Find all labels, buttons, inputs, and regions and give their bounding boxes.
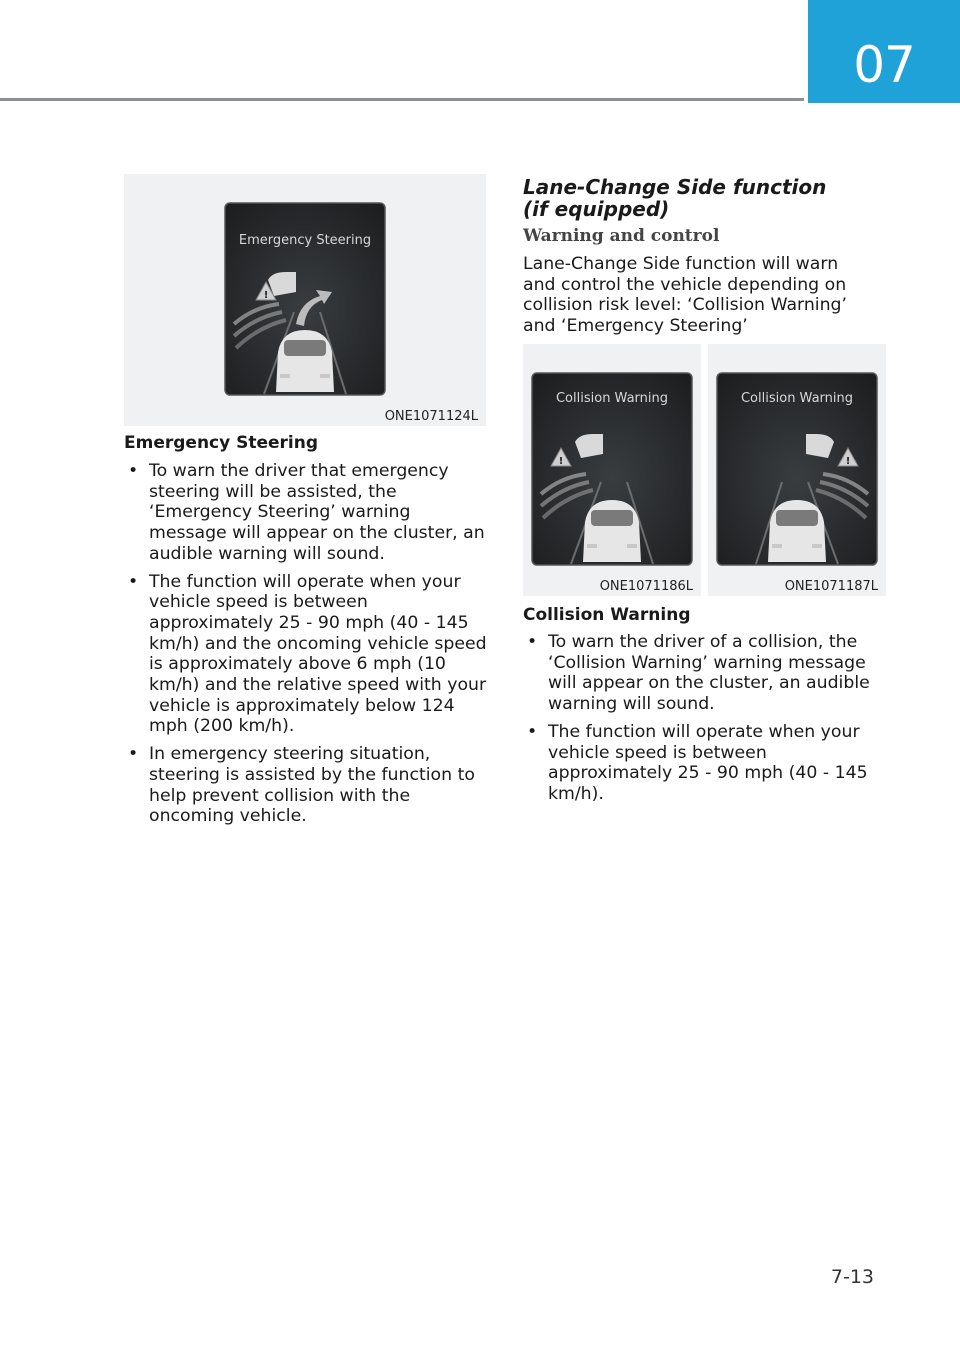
screen-title: Collision Warning (555, 391, 669, 406)
screen-title: Emergency Steering (238, 233, 372, 248)
chapter-number: 07 (853, 36, 915, 94)
vehicle-icon (276, 330, 334, 392)
list-item: • To warn the driver that emergency steering will be assisted, the ‘Emergency Steering’ warning message will appear on the cluster, an audible warning will sound. (128, 461, 485, 564)
emergency-steering-heading: Emergency Steering (124, 433, 319, 453)
cluster-screen-illustration (716, 372, 878, 566)
chapter-tab (808, 0, 960, 103)
subheading: Warning and control (523, 226, 720, 246)
collision-warning-heading: Collision Warning (523, 605, 691, 625)
page-number: 7-13 (830, 1266, 874, 1288)
vehicle-icon (583, 500, 641, 562)
header-rule (0, 98, 804, 101)
svg-text:!: ! (263, 290, 269, 301)
cluster-screen-illustration (224, 202, 386, 396)
emergency-steering-bullets (124, 461, 489, 834)
list-item: • To warn the driver of a collision, the ‘Collision Warning’ warning message will appear on the cluster, an audible warning will sound. (527, 632, 870, 715)
screen-title: Collision Warning (740, 391, 854, 406)
collision-warning-figure-2 (708, 344, 886, 596)
collision-warning-bullets (523, 632, 875, 812)
figure-code: ONE1071186L (599, 579, 693, 594)
figure-code: ONE1071124L (384, 409, 478, 424)
figure-code: ONE1071187L (784, 579, 878, 594)
list-item: • The function will operate when your vehicle speed is between approximately 25 - 90 mph (40 - 145 km/h) and the oncoming vehicle speed is approximately above 6 mph (10 km/h) and the relative speed with your vehicle is approximately below 124 mph (200 km/h). (128, 571, 487, 737)
list-item: • The function will operate when your vehicle speed is between approximately 25 - 90 mph (40 - 145 km/h). (527, 721, 868, 804)
vehicle-icon (768, 500, 826, 562)
cluster-screen-illustration (531, 372, 693, 566)
collision-warning-figure-1 (523, 344, 701, 596)
intro-paragraph: Lane-Change Side function will warn and control the vehicle depending on collision risk level: ‘Collision Warning’ and ‘Emergency Steering’ (523, 254, 848, 337)
section-title: Lane-Change Side function (if equipped) (523, 175, 827, 221)
svg-text:!: ! (845, 456, 851, 467)
list-item: • In emergency steering situation, steering is assisted by the function to help prevent collision with the oncoming vehicle. (128, 744, 475, 827)
svg-text:!: ! (558, 456, 564, 467)
emergency-steering-figure (124, 174, 486, 426)
